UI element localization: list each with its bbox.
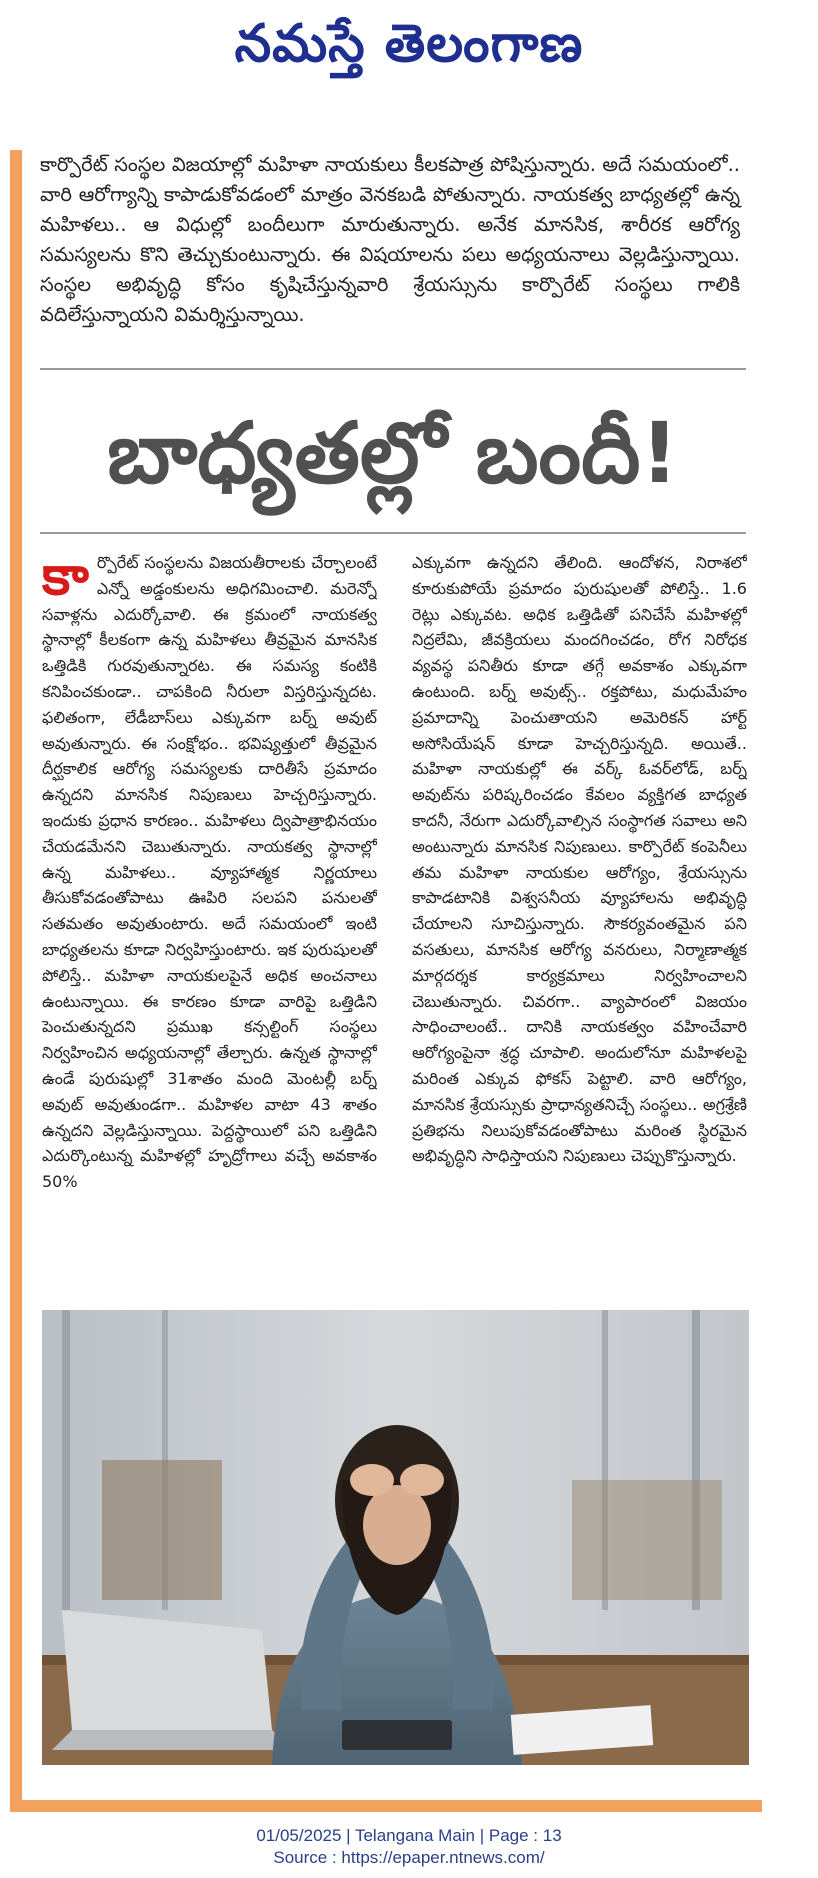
divider-bottom: [40, 532, 746, 534]
footer-date-page: 01/05/2025 | Telangana Main | Page : 13: [256, 1826, 562, 1845]
article-column-left: [42, 550, 377, 1290]
article-text-right: ఎక్కువగా ఉన్నదని తేలింది. ఆందోళన, నిరాశలో కూరుకుపోయే ప్రమాదం పురుషులతో పోలిస్తే.. 1.6 రెట్లు ఎక్కువట. అధిక ఒత్తిడితో పనిచేసే మహిళల్లో నిద్రలేమి, జీవక్రియలు మందగించడం, రోగ నిరోధక వ్యవస్థ పనితీరు కూడా తగ్గే అవకాశం ఎక్కువగా ఉంటుంది. బర్న్ అవుట్స్.. రక్తపోటు, మధుమేహం ప్రమాదాన్ని పెంచుతాయని అమెరికన్ హార్ట్ అసోసియేషన్ కూడా హెచ్చరిస్తున్నది. అయితే.. మహిళా నాయకుల్లో ఈ వర్క్ ఓవర్‌లోడ్, బర్న్ అవుట్‌ను పరిష్కరించడం కేవలం వ్యక్తిగత బాధ్యత కాదనీ, నేరుగా ఎదుర్కోవాల్సిన సంస్థాగత సవాలు అని అంటున్నారు మానసిక నిపుణులు. కార్పొరేట్ కంపెనీలు తమ మహిళా నాయకుల ఆరోగ్యం, శ్రేయస్సును కాపాడటానికి విశ్వసనీయ వ్యూహాలను అభివృద్ధి చేయాలని సూచిస్తున్నారు. సౌకర్యవంతమైన పని వసతులు, మానసిక ఆరోగ్య వనరులు, నిర్మాణాత్మక మార్గదర్శక కార్యక్రమాలు నిర్వహించాలని చెబుతున్నారు. చివరగా.. వ్యాపారంలో విజయం సాధించాలంటే.. దానికి నాయకత్వం వహించేవారి ఆరోగ్యంపైనా శ్రద్ధ చూపాలి. అందులోనూ మహిళలపై మరింత ఎక్కువ ఫోకస్ పెట్టాలి. వారి ఆరోగ్యం, మానసిక శ్రేయస్సుకు ప్రాధాన్యతనిచ్చే సంస్థలు.. అగ్రశ్రేణి ప్రతిభను నిలుపుకోవడంతోపాటు మరింత స్థిరమైన అభివృద్ధిని సాధిస్తాయని నిపుణులు చెప్పుకొస్తున్నారు.: [412, 553, 747, 1166]
stressed-woman-photo: [42, 1310, 749, 1765]
divider-top: [40, 368, 746, 370]
newspaper-title: నమస్తే తెలంగాణ: [234, 13, 584, 74]
article-column-right: [412, 550, 747, 1290]
dropcap: కా: [42, 550, 89, 607]
headline: బాధ్యతల్లో బందీ!: [107, 404, 679, 502]
footer-source: Source : https://epaper.ntnews.com/: [273, 1848, 545, 1867]
intro-paragraph: కార్పొరేట్ సంస్థల విజయాల్లో మహిళా నాయకులు కీలకపాత్ర పోషిస్తున్నారు. అదే సమయంలో.. వారి ఆరోగ్యాన్ని కాపాడుకోవడంలో మాత్రం వెనకబడి పోతున్నారు. నాయకత్వ బాధ్యతల్లో ఉన్న మహిళలు.. ఆ విధుల్లో బందీలుగా మారుతున్నారు. అనేక మానసిక, శారీరక ఆరోగ్య సమస్యలను కొని తెచ్చుకుంటున్నారు. ఈ విషయాలను పలు అధ్యయనాలు వెల్లడిస్తున్నాయి. సంస్థల అభివృద్ధి కోసం కృషిచేస్తున్నవారి శ్రేయస్సును కార్పొరేట్ సంస్థలు గాలికి వదిలేస్తున్నాయని విమర్శిస్తున్నాయి.: [40, 153, 740, 326]
article-text-left: ర్పొరేట్ సంస్థలను విజయతీరాలకు చేర్చాలంటే ఎన్నో అడ్డంకులను అధిగమించాలి. మరెన్నో సవాళ్లను ఎదుర్కోవాలి. ఈ క్రమంలో నాయకత్వ స్థానాల్లో కీలకంగా ఉన్న మహిళలు తీవ్రమైన మానసిక ఒత్తిడికి గురవుతున్నారట. ఈ సమస్య కంటికి కనిపించకుండా.. చాపకింది నీరులా విస్తరిస్తున్నదట. ఫలితంగా, లేడీబాస్‌లు ఎక్కువగా బర్న్ అవుట్ అవుతున్నారు. ఈ సంక్షోభం.. భవిష్యత్తులో తీవ్రమైన దీర్ఘకాలిక ఆరోగ్య సమస్యలకు దారితీసే ప్రమాదం ఉన్నదని మానసిక నిపుణులు హెచ్చరిస్తున్నారు. ఇందుకు ప్రధాన కారణం.. మహిళలు ద్విపాత్రాభినయం చేయడమేనని చెబుతున్నారు. నాయకత్వ స్థానాల్లో ఉన్న మహిళలు.. వ్యూహాత్మక నిర్ణయాలు తీసుకోవడంతోపాటు ఊపిరి సలపని పనులతో సతమతం అవుతుంటారు. అదే సమయంలో ఇంటి బాధ్యతలను కూడా నిర్వహిస్తుంటారు. ఇక పురుషులతో పోలిస్తే.. మహిళా నాయకులపైనే అధిక అంచనాలు ఉంటున్నాయి. ఈ కారణం కూడా వారిపై ఒత్తిడిని పెంచుతున్నదని ప్రముఖ కన్సల్టింగ్ సంస్థలు నిర్వహించిన అధ్యయనాల్లో తేల్చారు. ఉన్నత స్థానాల్లో ఉండే పురుషుల్లో 31శాతం మంది మెంటల్లీ బర్న్ అవుట్ అవుతుండగా.. మహిళల వాటా 43 శాతం ఉన్నదని వెల్లడిస్తున్నాయి. పెద్దస్థాయిలో పని ఒత్తిడిని ఎదుర్కొంటున్న మహిళల్లో హృద్రోగాలు వచ్చే అవకాశం 50%: [42, 553, 377, 1192]
masthead: [0, 8, 818, 80]
